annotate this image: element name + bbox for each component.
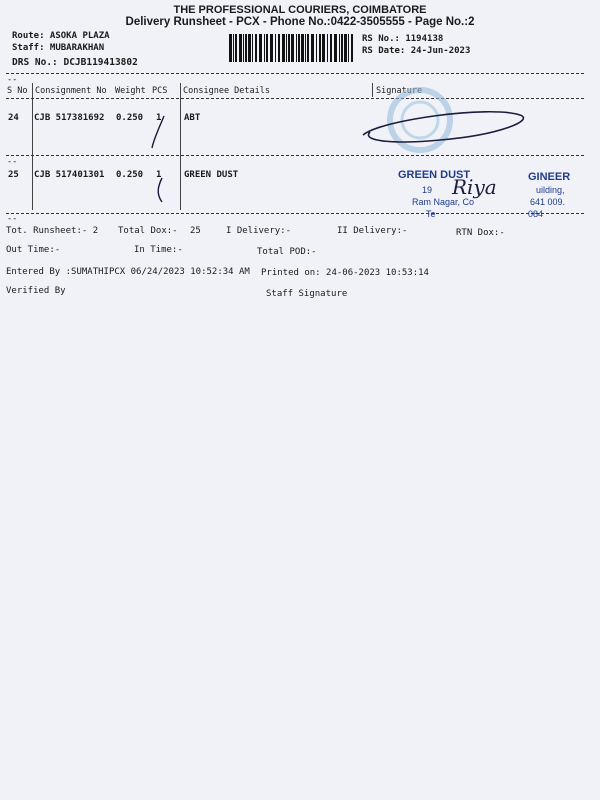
stamp-line: Ram Nagar, Co	[412, 197, 475, 207]
barcode-bar	[245, 34, 247, 62]
barcode-bar	[278, 34, 280, 62]
col-consignment: Consignment No	[35, 86, 107, 96]
separator-line	[6, 73, 584, 74]
row-weight: 0.250	[116, 170, 144, 180]
barcode-bar	[322, 34, 325, 62]
runsheet-subtitle: Delivery Runsheet - PCX - Phone No.:0422-3505555 - Page No.:2	[125, 16, 475, 28]
total-dox-value: 25	[190, 226, 201, 236]
barcode-bar	[334, 34, 337, 62]
row-consignee: GREEN DUST	[184, 170, 239, 180]
row-consignment: CJB 517381692	[34, 113, 105, 123]
total-pod: Total POD:-	[257, 247, 317, 257]
row-consignee: ABT	[184, 113, 201, 123]
staff-label: Staff: MUBARAKHAN	[12, 43, 105, 53]
tot-runsheet: Tot. Runsheet:- 2	[6, 226, 99, 236]
stamp-line: 084	[528, 209, 544, 219]
barcode-bar	[291, 34, 294, 62]
barcode-bar	[233, 34, 234, 62]
stamp-line: GREEN DUST	[398, 169, 471, 181]
drs-number: DRS No.: DCJB119413802	[12, 57, 138, 68]
barcode-bar	[239, 34, 242, 62]
pen-tick-mark	[146, 112, 176, 152]
row-weight: 0.250	[116, 113, 144, 123]
stamp-line: Te	[426, 209, 436, 219]
barcode-bar	[341, 34, 343, 62]
handwritten-signature: Riya	[452, 175, 497, 199]
stamp-line: uilding,	[536, 185, 565, 195]
barcode-bar	[286, 34, 287, 62]
barcode-bar	[339, 34, 340, 62]
barcode-bar	[288, 34, 290, 62]
barcode-bar	[243, 34, 244, 62]
pen-tick-mark	[146, 174, 176, 206]
company-stamp	[360, 80, 590, 230]
row-sno: 25	[8, 170, 19, 180]
barcode-bar	[255, 34, 257, 62]
staff-signature: Staff Signature	[266, 289, 348, 299]
barcode	[228, 34, 354, 62]
route-label: Route: ASOKA PLAZA	[12, 31, 110, 41]
verified-by: Verified By	[6, 286, 66, 296]
column-divider	[180, 83, 181, 210]
row-consignment: CJB 517401301	[34, 170, 105, 180]
stamp-line: GINEER	[528, 171, 571, 183]
out-time: Out Time:-	[6, 245, 61, 255]
stamp-line: 19	[422, 185, 433, 195]
barcode-bar	[307, 34, 309, 62]
i-delivery: I Delivery:-	[226, 226, 292, 236]
barcode-bar	[229, 34, 232, 62]
barcode-bar	[351, 34, 353, 62]
row-pcs: 1	[156, 113, 162, 123]
ii-delivery: II Delivery:-	[337, 226, 408, 236]
barcode-bar	[327, 34, 328, 62]
row-sno: 24	[8, 113, 19, 123]
col-consignee: Consignee Details	[183, 86, 270, 96]
barcode-bar	[270, 34, 273, 62]
barcode-bar	[301, 34, 304, 62]
col-weight: Weight	[115, 86, 146, 96]
barcode-bar	[298, 34, 300, 62]
barcode-bar	[264, 34, 265, 62]
rtn-dox: RTN Dox:-	[456, 228, 505, 238]
rs-number: RS No.: 1194138	[362, 34, 444, 44]
dash-marker: --	[7, 157, 18, 167]
separator-line	[6, 213, 584, 214]
column-divider	[32, 83, 33, 210]
company-title: THE PROFESSIONAL COURIERS, COIMBATORE	[173, 4, 427, 16]
barcode-bar	[282, 34, 285, 62]
total-dox-label: Total Dox:-	[118, 226, 178, 236]
barcode-bar	[248, 34, 251, 62]
rs-date: RS Date: 24-Jun-2023	[362, 46, 471, 56]
barcode-bar	[259, 34, 262, 62]
col-pcs: PCS	[152, 86, 168, 96]
stamp-line: 641 009.	[530, 197, 566, 207]
barcode-bar	[311, 34, 314, 62]
col-sno: S No	[7, 86, 28, 96]
barcode-bar	[296, 34, 297, 62]
barcode-bar	[348, 34, 349, 62]
barcode-bar	[344, 34, 347, 62]
barcode-bar	[252, 34, 253, 62]
barcode-bar	[305, 34, 306, 62]
barcode-bar	[316, 34, 317, 62]
barcode-bar	[319, 34, 321, 62]
row-pcs: 1	[156, 170, 162, 180]
in-time: In Time:-	[134, 245, 183, 255]
entered-by: Entered By :SUMATHIPCX 06/24/2023 10:52:34 AM	[6, 267, 250, 277]
barcode-bar	[275, 34, 276, 62]
dash-marker: --	[7, 214, 18, 224]
barcode-bar	[235, 34, 237, 62]
printed-on: Printed on: 24-06-2023 10:53:14	[261, 268, 429, 278]
barcode-bar	[266, 34, 268, 62]
dash-marker: --	[7, 75, 18, 85]
barcode-bar	[330, 34, 332, 62]
col-signature: Signature	[376, 86, 423, 96]
